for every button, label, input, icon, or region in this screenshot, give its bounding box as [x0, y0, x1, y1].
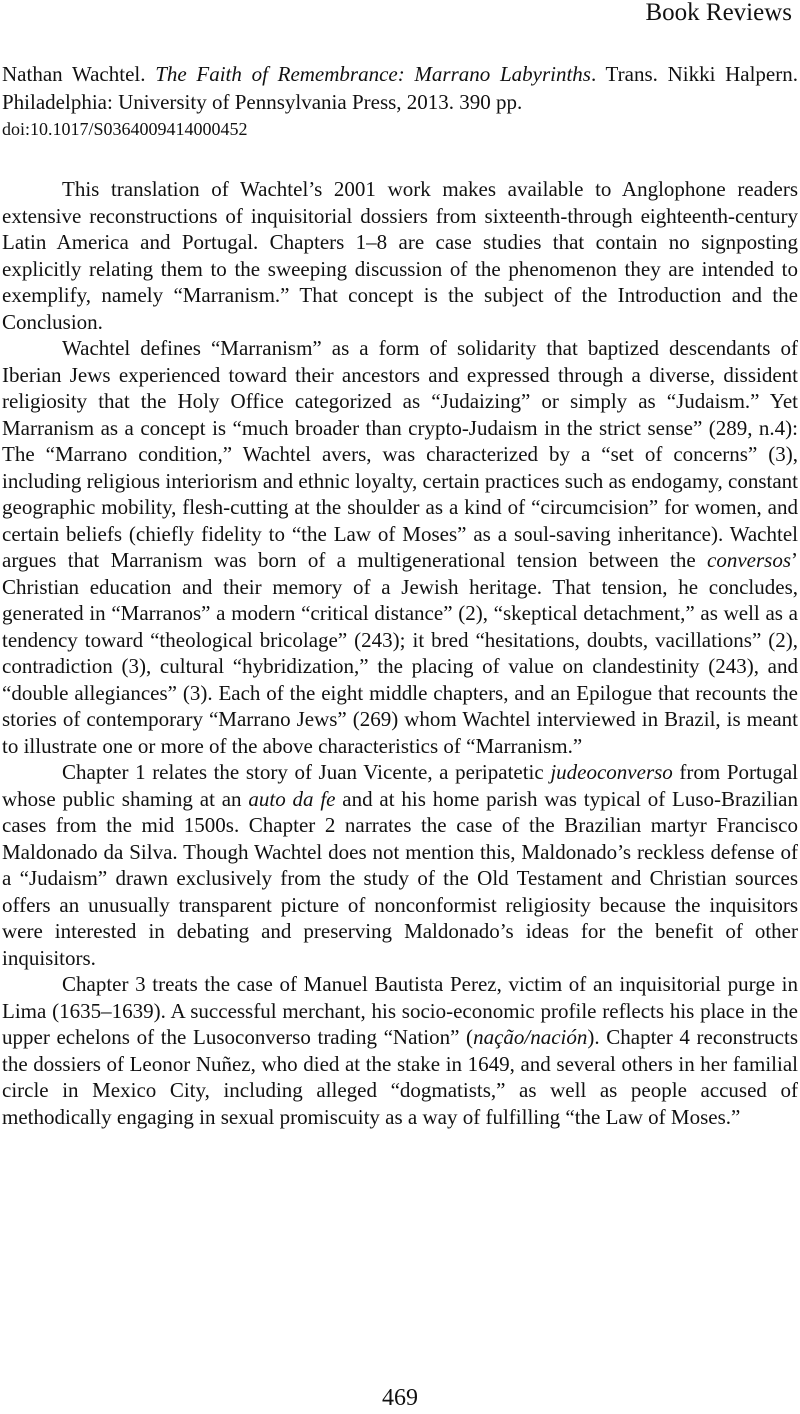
paragraph-4-text-a: Chapter 3 treats the case of Manuel Bautista Perez, victim of an inquisitorial purge in Lima (1635–1639). A successful merchant, his socio-economic profile reflects his place in the upper echelons of the Lusoconverso trading “Nation” (: [2, 972, 798, 1049]
citation-title: The Faith of Remembrance: Marrano Labyrinths: [155, 62, 591, 86]
paragraph-2-text-a: Wachtel defines “Marranism” as a form of solidarity that baptized descendants of Iberian Jews experienced toward their ancestors and expressed through a diverse, dissident religiosity that the Holy Office categorized as “Judaizing” or simply as “Judaism.” Yet Marranism as a concept is “much broader than crypto-Judaism in the strict sense” (289, n.4): The “Marrano condition,” Wachtel avers, was characterized by a “set of concerns” (3), including religious interiorism and ethnic loyalty, certain practices such as endogamy, constant geographic mobility, flesh-cutting at the shoulder as a kind of “circumcision” for women, and certain beliefs (chiefly fidelity to “the Law of Moses” as a soul-saving inheritance). Wachtel argues that Marranism was born of a multigenerational tension between the: [2, 336, 798, 572]
book-citation: [2, 60, 798, 142]
paragraph-4-text-b: ). Chapter 4 reconstructs the dossiers of Leonor Nuñez, who died at the stake in 1649, and several others in her familial circle in Mexico City, including alleged “dogmatists,” as well as people accused of methodically engaging in sexual promiscuity as a way of fulfilling “the Law of Moses.”: [2, 1025, 799, 1129]
paragraph-3-emphasis-2: auto da fe: [248, 786, 336, 811]
paragraph-4: [2, 971, 798, 1130]
page-number: 469: [382, 1385, 418, 1411]
paragraph-1: This translation of Wachtel’s 2001 work makes available to Anglophone readers extensive reconstructions of inquisitorial dossiers from sixteenth-through eighteenth-century Latin America and Portugal. Chapters 1–8 are case studies that contain no signposting explicitly relating them to the sweeping discussion of the phenomenon they are intended to exemplify, namely “Marranism.” That concept is the subject of the Introduction and the Conclusion.: [2, 177, 798, 334]
citation-doi: doi:10.1017/S0364009414000452: [2, 119, 248, 139]
citation-details: . Trans. Nikki Halpern. Philadelphia: University of Pennsylvania Press, 2013. 390 pp.: [2, 62, 798, 114]
review-body: [2, 176, 798, 1130]
paragraph-2: [2, 335, 798, 759]
paragraph-2-emphasis: conversos: [707, 548, 791, 572]
paragraph-3-text-a: Chapter 1 relates the story of Juan Vicente, a peripatetic: [62, 760, 551, 784]
citation-author: Nathan Wachtel.: [2, 62, 156, 86]
paragraph-3-emphasis-1: judeoconverso: [550, 760, 673, 784]
running-header: Book Reviews: [645, 0, 792, 26]
paragraph-4-emphasis: nação/nación: [473, 1025, 588, 1049]
paragraph-3: [2, 759, 798, 971]
paragraph-3-text-c: and at his home parish was typical of Luso-Brazilian cases from the mid 1500s. Chapter 2 narrates the case of the Brazilian martyr Francisco Maldonado da Silva. Though Wachtel does not mention this, Maldonado’s reckless defense of a “Judaism” drawn exclusively from the study of the Old Testament and Christian sources offers an unusually transparent picture of nonconformist religiosity because the inquisitors were interested in debating and preserving Maldonado’s ideas for the benefit of other inquisitors.: [2, 786, 799, 970]
paragraph-2-text-b: ’ Christian education and their memory of a Jewish heritage. That tension, he concludes, generated in “Marranos” a modern “critical distance” (2), “skeptical detachment,” as well as a tendency toward “theological bricolage” (243); it bred “hesitations, doubts, vacillations” (2), contradiction (3), cultural “hybridization,” the placing of value on clandestinity (243), and “double allegiances” (3). Each of the eight middle chapters, and an Epilogue that recounts the stories of contemporary “Marrano Jews” (269) whom Wachtel interviewed in Brazil, is meant to illustrate one or more of the above characteristics of “Marranism.”: [2, 548, 798, 758]
paragraph-3-text-b: from Portugal whose public shaming at an: [2, 760, 798, 811]
